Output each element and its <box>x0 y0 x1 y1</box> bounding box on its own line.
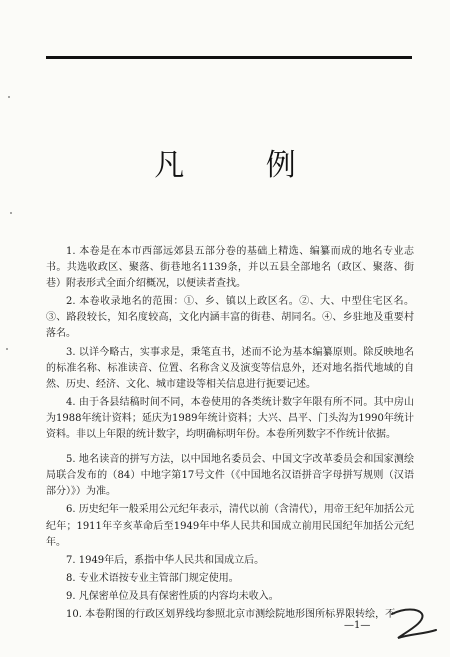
paragraph-9: 9. 凡保密单位及具有保密性质的内容均未收入。 <box>66 590 279 602</box>
paragraph-2: 2. 本卷收录地名的范围：①、乡、镇以上政区名。②、大、中型住宅区名。③、路段较长，知名度较高，文化内涵丰富的街巷、胡同名。④、乡驻地及重要村落名。 <box>46 296 414 340</box>
page-number: —1— <box>344 620 371 631</box>
scan-speck <box>6 348 8 350</box>
scan-speck <box>8 96 10 98</box>
paragraph-5: 5. 地名读音的拼写方法，以中国地名委员会、中国文字改革委员会和国家测绘局联合发布的（84）中地字第17号文件（《中国地名汉语拼音字母拼写规则（汉语部分）》）为准。 <box>46 454 414 498</box>
document-body <box>46 244 414 623</box>
paragraph-8: 8. 专业术语按专业主管部门规定使用。 <box>66 572 239 584</box>
paragraph-1: 1. 本卷是在本市西部远郊县五部分卷的基础上精选、编纂而成的地名专业志书。共选收政区、聚落、街巷地名1139条，并以五县全部地名（政区、聚落、街巷）附表形式全面介绍概况，以便读者查找。 <box>46 246 414 290</box>
paragraph-7: 7. 1949年后，系指中华人民共和国成立后。 <box>66 554 265 566</box>
page-title: 凡 例 <box>154 148 332 183</box>
top-rule <box>46 56 412 59</box>
paragraph-3: 3. 以详今略古，实事求是，秉笔直书，述而不论为基本编纂原则。除反映地名的标准名称、标准读音、位置、名称含义及演变等信息外，还对地名指代地域的自然、历史、经济、文化、城市建设等相关信息进行扼要记述。 <box>46 346 414 390</box>
paragraph-4: 4. 由于各县结稿时间不同，本卷使用的各类统计数字年限有所不同。其中房山为1988年统计资料；延庆为1989年统计资料；大兴、昌平、门头沟为1990年统计资料。非以上年限的统计数字，均明确标明年份。本卷所列数字不作统计依据。 <box>46 396 414 441</box>
handwritten-mark <box>388 604 440 644</box>
scan-speck <box>10 212 12 214</box>
paragraph-6: 6. 历史纪年一般采用公元纪年表示，清代以前（含清代），用帝王纪年加括公元纪年；1911年辛亥革命后至1949年中华人民共和国成立前用民国纪年加括公元纪年。 <box>46 504 414 548</box>
paragraph-10: 10. 本卷附图的行政区划界线均参照北京市测绘院地形图所标界限转绘，不 <box>66 608 396 620</box>
